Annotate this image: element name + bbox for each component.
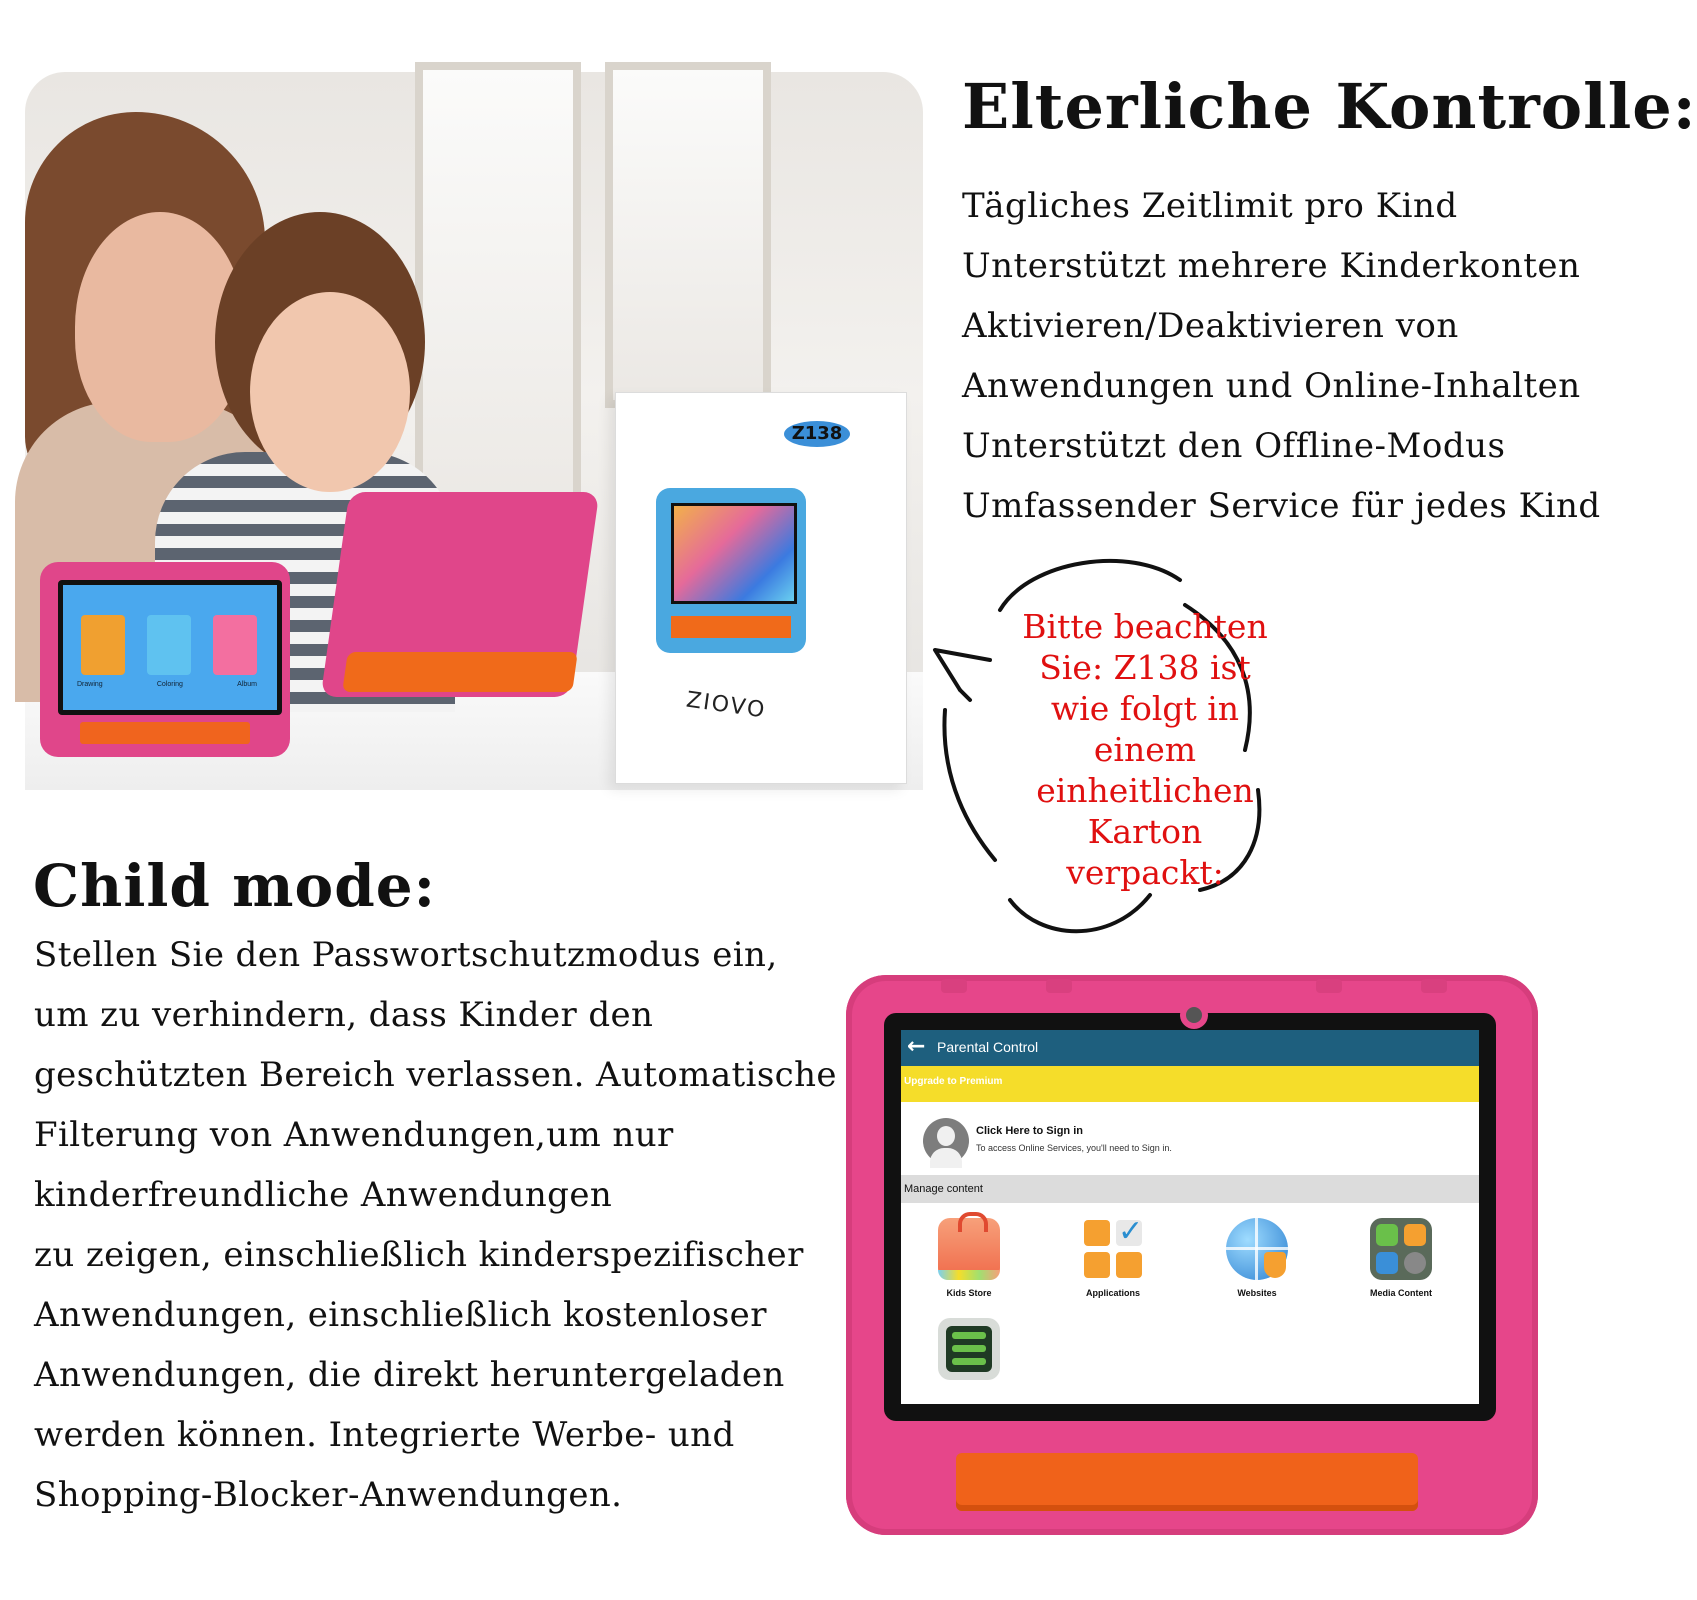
drawing-app-icon [81, 615, 125, 675]
tablet-bezel [884, 1013, 1496, 1421]
child-mode-text-line: Anwendungen, die direkt heruntergeladen [34, 1355, 785, 1395]
album-app-icon [213, 615, 257, 675]
album-label: Album [237, 681, 257, 688]
small-tablet-screen [58, 580, 282, 715]
websites-button[interactable] [1197, 1218, 1317, 1298]
case-bump [941, 979, 967, 993]
child-mode-text-line: kinderfreundliche Anwendungen [34, 1175, 613, 1215]
packaging-note: Bitte beachten Sie: Z138 ist wie folgt in einem einheitlichen Karton verpackt: [1022, 607, 1268, 892]
girl-face [250, 292, 410, 492]
child-mode-text-line: Filterung von Anwendungen,um nur [34, 1115, 674, 1155]
box-tablet-image [656, 488, 806, 653]
upgrade-label: Upgrade to Premium [904, 1076, 1003, 1087]
child-mode-text-line: geschützten Bereich verlassen. Automatische [34, 1055, 837, 1095]
window [605, 62, 771, 408]
case-bump [1046, 979, 1072, 993]
app-label: Media Content [1370, 1288, 1432, 1298]
child-mode-text-line: werden können. Integrierte Werbe- und [34, 1415, 735, 1455]
child-mode-text-line: zu zeigen, einschließlich kinderspezifischer [34, 1235, 804, 1275]
camera-icon [1180, 1001, 1208, 1029]
model-badge: Z138 [784, 421, 850, 447]
header-title: Parental Control [937, 1039, 1039, 1055]
box-tablet-screen [671, 503, 797, 604]
product-box [615, 392, 907, 784]
small-tablet-handle [80, 722, 250, 744]
brand-logo: ZIOVO [684, 687, 768, 724]
app-label: Websites [1237, 1288, 1277, 1298]
back-arrow-icon[interactable]: ← [907, 1034, 926, 1059]
box-tablet-stand [671, 616, 791, 638]
upgrade-banner[interactable] [901, 1066, 1479, 1102]
manage-content-section [901, 1175, 1479, 1203]
media-content-icon [1370, 1218, 1432, 1280]
child-mode-text-line: Shopping-Blocker-Anwendungen. [34, 1475, 623, 1515]
feature-item: Umfassender Service für jedes Kind [962, 486, 1601, 526]
coloring-app-icon [147, 615, 191, 675]
feature-item: Anwendungen und Online-Inhalten [962, 366, 1581, 406]
list-button[interactable] [909, 1318, 1029, 1380]
product-photo [25, 72, 923, 790]
globe-shield-icon [1226, 1218, 1288, 1280]
window [415, 62, 581, 538]
feature-item: Unterstützt mehrere Kinderkonten [962, 246, 1581, 286]
parental-control-screen [901, 1030, 1479, 1404]
kids-tablet [846, 975, 1538, 1535]
app-label: Applications [1085, 1288, 1140, 1298]
applications-button[interactable] [1053, 1214, 1173, 1298]
kids-store-button[interactable] [909, 1218, 1029, 1298]
child-mode-text-line: um zu verhindern, dass Kinder den [34, 995, 654, 1035]
case-bump [1316, 979, 1342, 993]
feature-item: Unterstützt den Offline-Modus [962, 426, 1506, 466]
coloring-label: Coloring [156, 681, 183, 688]
app-label: Kids Store [946, 1288, 992, 1298]
child-mode-text-line: Stellen Sie den Passwortschutzmodus ein, [34, 935, 778, 975]
child-mode-heading: Child mode: [33, 852, 437, 920]
shopping-bag-icon [938, 1218, 1000, 1280]
case-bump [1421, 979, 1447, 993]
drawing-label: Drawing [77, 681, 103, 688]
app-header [901, 1030, 1479, 1066]
media-content-button[interactable] [1341, 1218, 1461, 1298]
list-icon [938, 1318, 1000, 1380]
sign-in-link[interactable]: Click Here to Sign in [976, 1125, 1083, 1137]
applications-icon: ✓ [1082, 1218, 1144, 1280]
pink-tablet-stand [342, 652, 578, 692]
avatar-icon[interactable] [923, 1118, 969, 1164]
feature-item: Aktivieren/Deaktivieren von [962, 306, 1459, 346]
manage-content-label: Manage content [904, 1183, 983, 1195]
feature-item: Tägliches Zeitlimit pro Kind [962, 186, 1458, 226]
child-mode-text-line: Anwendungen, einschließlich kostenloser [34, 1295, 767, 1335]
small-tablet [40, 562, 290, 757]
tablet-stand-handle [956, 1453, 1418, 1511]
parental-control-heading: Elterliche Kontrolle: [962, 70, 1697, 143]
sign-in-subtitle: To access Online Services, you'll need to Sign in. [976, 1143, 1172, 1153]
